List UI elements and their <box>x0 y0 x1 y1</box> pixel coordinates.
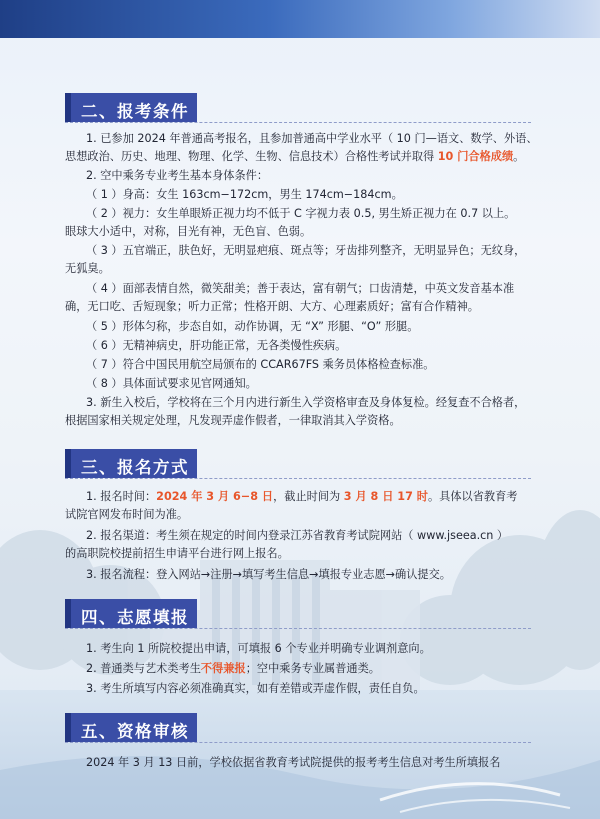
section-2-divider <box>65 122 531 123</box>
s3-item1-deadline: 3 月 8 日 17 时 <box>343 490 428 503</box>
s3-item1-mid: ，截止时间为 <box>273 490 344 503</box>
s3-item1-end: 。具体以省教育考 <box>427 490 518 503</box>
s4-item2-text: 2. 普通类与艺术类考生 <box>86 662 201 675</box>
s2-item1-line2 <box>65 148 524 165</box>
s2-item1-line1: 1. 已参加 2024 年普通高考报名，且参加普通高中学业水平（ 10 门—语文、数学、外语、 <box>86 132 538 145</box>
s3-item1-line2: 试院官网发布时间为准。 <box>65 508 189 521</box>
s2-item2-5: （ 5 ）形体匀称，步态自如，动作协调，无 “X” 形腿、“O” 形腿。 <box>86 320 419 333</box>
s3-item1-label: 1. 报名时间： <box>86 490 157 503</box>
s3-item1-line1 <box>86 488 517 505</box>
section-3-title: 三、报名方式 <box>81 458 189 477</box>
s3-item1-date: 2024 年 3 月 6−8 日 <box>156 490 274 503</box>
s3-item2-line2: 的高职院校提前招生申请平台进行网上报名。 <box>65 547 289 560</box>
section-3-header <box>65 449 197 478</box>
section-4-title: 四、志愿填报 <box>81 608 189 627</box>
s4-item2 <box>86 660 380 677</box>
s2-item2-7: （ 7 ）符合中国民用航空局颁布的 CCAR67FS 乘务员体格检查标准。 <box>86 358 435 371</box>
s4-item2-end: ；空中乘务专业属普通类。 <box>245 662 380 675</box>
s2-item2-2-line2: 眼球大小适中，对称，目光有神，无色盲、色弱。 <box>65 225 312 238</box>
s2-item1-text: 思想政治、历史、地理、物理、化学、生物、信息技术）合格性考试并取得 <box>65 150 438 163</box>
s3-item3: 3. 报名流程：登入网站→注册→填写考生信息→填报专业志愿→确认提交。 <box>86 568 451 581</box>
s2-item2-4-line2: 确，无口吃、舌短现象；听力正常；性格开朗、大方、心理素质好；富有合作精神。 <box>65 300 479 313</box>
s2-item2-1: （ 1 ）身高：女生 163cm−172cm，男生 174cm−184cm。 <box>86 188 403 201</box>
s2-item2-2-line1: （ 2 ）视力：女生单眼矫正视力均不低于 C 字视力表 0.5, 男生矫正视力在 0.7 以上。 <box>86 207 516 220</box>
s5-item1: 2024 年 3 月 13 日前，学校依据省教育考试院提供的报考考生信息对考生所填报名 <box>86 756 501 769</box>
s2-item2-4-line1: （ 4 ）面部表情自然，微笑甜美；善于表达，富有朝气；口齿清楚，中英文发音基本准 <box>86 282 515 295</box>
section-5-divider <box>65 742 531 743</box>
s2-item2: 2. 空中乘务专业考生基本身体条件： <box>86 169 269 182</box>
s4-item1: 1. 考生向 1 所院校提出申请，可填报 6 个专业并明确专业调剂意向。 <box>86 642 431 655</box>
s2-item3-line1: 3. 新生入校后，学校将在三个月内进行新生入学资格审查及身体复检。经复查不合格者， <box>86 396 526 409</box>
s2-item2-6: （ 6 ）无精神病史，肝功能正常，无各类慢性疾病。 <box>86 339 347 352</box>
s2-item1-end: 。 <box>513 150 525 163</box>
s4-item3: 3. 考生所填写内容必须准确真实，如有差错或弄虚作假，责任自负。 <box>86 682 425 695</box>
section-4-header <box>65 599 197 628</box>
s3-item2-line1: 2. 报名渠道：考生须在规定的时间内登录江苏省教育考试院网站（ www.jseea.cn ） <box>86 529 509 542</box>
s2-item1-highlight: 10 门合格成绩 <box>437 150 514 163</box>
s2-item2-3-line2: 无狐臭。 <box>65 262 110 275</box>
section-4-divider <box>65 628 531 629</box>
section-5-title: 五、资格审核 <box>81 722 189 741</box>
section-5-header <box>65 713 197 742</box>
s4-item2-highlight: 不得兼报 <box>200 662 246 675</box>
s2-item3-line2: 根据国家相关规定处理，凡发现弄虚作假者，一律取消其入学资格。 <box>65 414 401 427</box>
s2-item2-3-line1: （ 3 ）五官端正，肤色好，无明显疤痕、斑点等；牙齿排列整齐，无明显异色；无纹身， <box>86 244 526 257</box>
section-2-title: 二、报考条件 <box>81 102 189 121</box>
section-2-header <box>65 93 197 122</box>
section-3-divider <box>65 478 531 479</box>
s2-item2-8: （ 8 ）具体面试要求见官网通知。 <box>86 377 257 390</box>
